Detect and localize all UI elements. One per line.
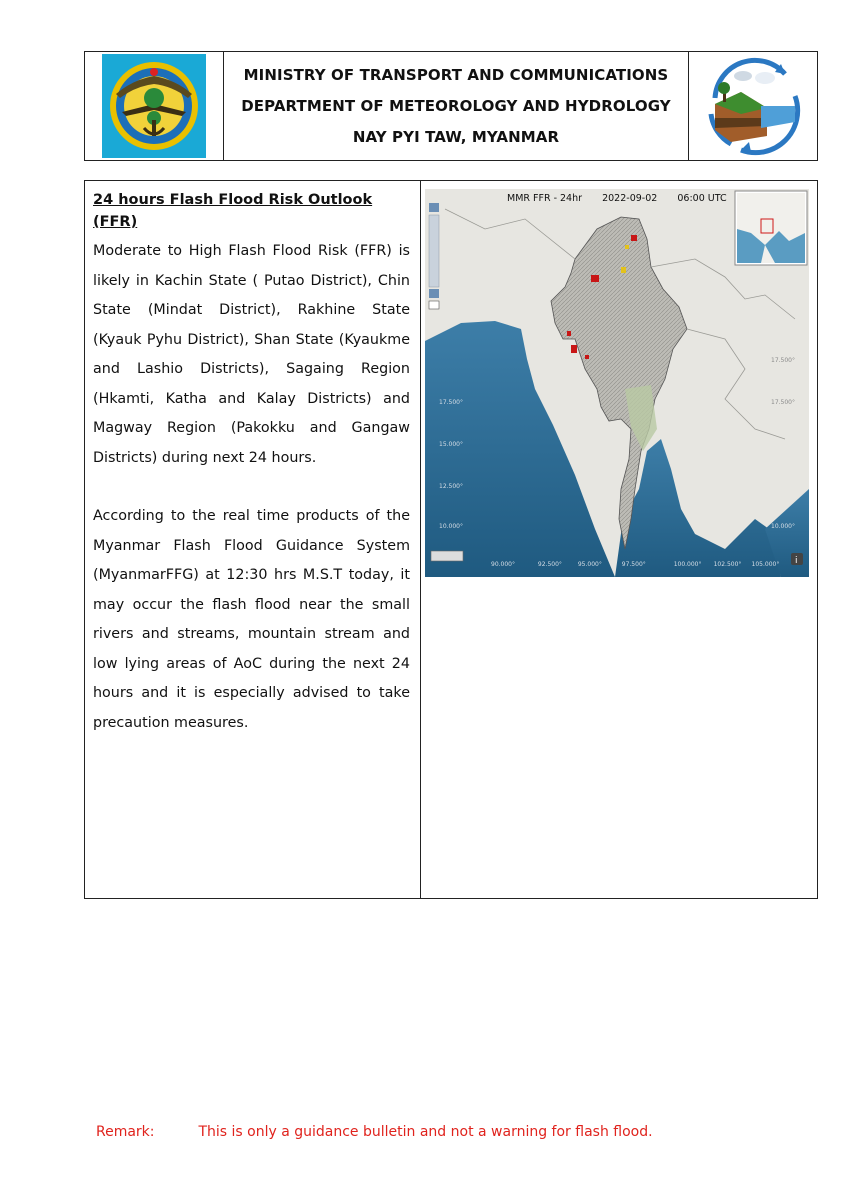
lat-label: 10.000° — [439, 523, 463, 530]
lon-label: 100.000° — [673, 561, 702, 568]
lat-label: 17.500° — [439, 399, 463, 406]
lat-label-right: 17.500° — [771, 399, 795, 406]
remark — [96, 1124, 653, 1140]
department-name: DEPARTMENT OF METEOROLOGY AND HYDROLOGY — [241, 96, 671, 115]
ministry-name: MINISTRY OF TRANSPORT AND COMMUNICATIONS — [243, 65, 669, 84]
svg-text:i: i — [795, 556, 798, 566]
header-logo-right-cell — [689, 52, 817, 160]
outlook-text-column — [85, 181, 421, 898]
map-time: 06:00 UTC — [677, 193, 727, 204]
location: NAY PYI TAW, MYANMAR — [352, 127, 560, 146]
lat-label: 12.500° — [439, 483, 463, 490]
lat-label: 15.000° — [439, 441, 463, 448]
lon-label: 102.500° — [713, 561, 742, 568]
map-product: MMR FFR - 24hr — [507, 193, 583, 204]
lat-label-right: 10.000° — [771, 523, 795, 530]
lon-label: 105.000° — [751, 561, 780, 568]
lon-labels — [491, 561, 779, 568]
header-title-cell — [224, 52, 689, 160]
body-table — [84, 180, 818, 899]
remark-text: This is only a guidance bulletin and not a warning for flash flood. — [198, 1124, 653, 1140]
ffr-map[interactable] — [425, 189, 809, 577]
map-date: 2022-09-02 — [602, 193, 658, 204]
hydrological-cycle-logo — [701, 56, 805, 156]
map-header — [507, 193, 727, 204]
lon-label: 90.000° — [491, 561, 515, 568]
ffr-map-image — [425, 189, 809, 577]
ministry-logo — [102, 54, 206, 158]
header-logo-cell — [85, 52, 224, 160]
remark-label: Remark: — [96, 1124, 155, 1140]
outlook-paragraph-guidance: According to the real time products of the Myanmar Flash Flood Guidance System (MyanmarFFG) at 12:30 hrs M.S.T today, it may occur the flash flood near the small rivers and streams, mountain stream and low lying areas of AoC during the next 24 hours and it is especially advised to take precaution measures. — [93, 508, 410, 731]
map-column — [421, 181, 817, 898]
header-table — [84, 51, 818, 161]
outlook-title: 24 hours Flash Flood Risk Outlook (FFR) — [93, 192, 373, 230]
lon-label: 95.000° — [577, 561, 602, 568]
lon-label: 97.500° — [621, 561, 646, 568]
lon-label: 92.500° — [537, 561, 562, 568]
lat-label-right: 17.500° — [771, 357, 795, 364]
outlook-paragraph-risk: Moderate to High Flash Flood Risk (FFR) is likely in Kachin State ( Putao District), Chin State (Mindat District), Rakhine State (Kyauk Pyhu District), Shan State (Kyaukme and Lashio Districts), Sagaing Region (Hkamti, Katha and Kalay Districts) and Magway Region (Pakokku and Gangaw Districts) during next 24 hours. — [93, 243, 410, 466]
